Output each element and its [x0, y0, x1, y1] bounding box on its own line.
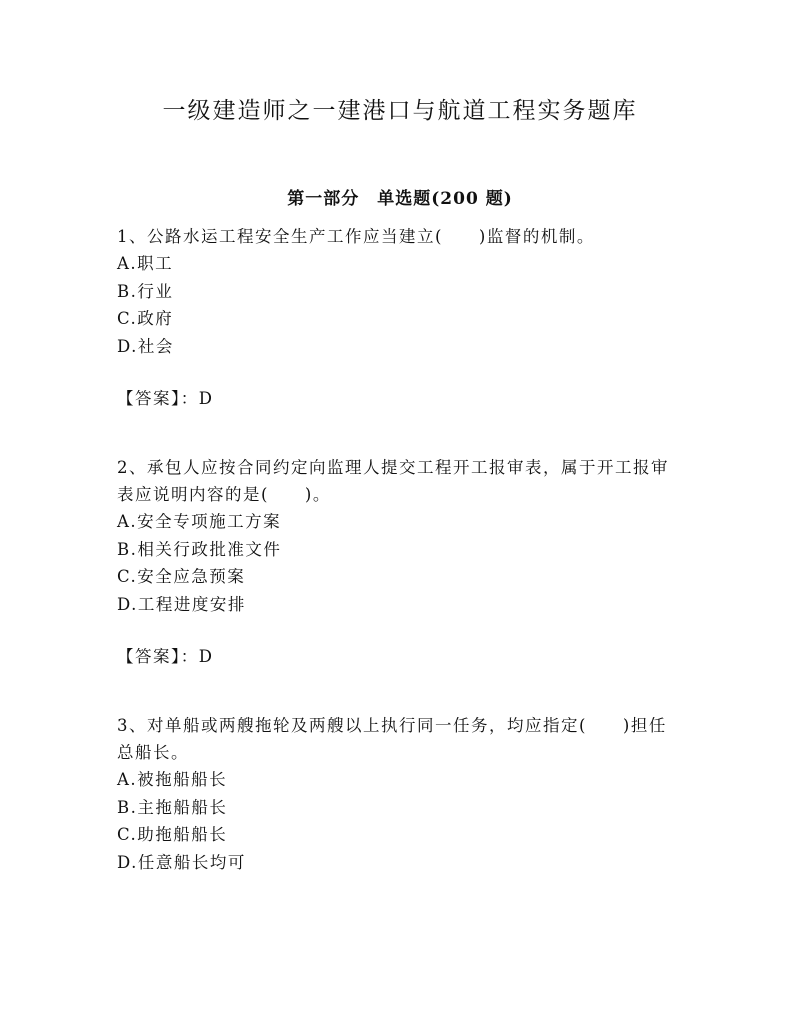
option-b: B.主拖船船长 — [117, 797, 228, 817]
answer-line — [117, 643, 697, 670]
option-b: B.相关行政批准文件 — [117, 539, 282, 559]
option-c: C.助拖船船长 — [117, 825, 228, 844]
question-stem: 1、公路水运工程安全生产工作应当建立( )监督的机制。 — [117, 227, 595, 246]
option-a: A.被拖船船长 — [117, 770, 228, 789]
question-stem-line-1: 3、对单船或两艘拖轮及两艘以上执行同一任务，均应指定( )担任 — [117, 716, 667, 735]
document-title: 一级建造师之一建港口与航道工程实务题库 — [162, 98, 638, 124]
answer-value: D — [198, 389, 214, 408]
answer-value: D — [198, 647, 214, 666]
question-stem-line-2: 表应说明内容的是( )。 — [117, 485, 331, 504]
option-d: D.社会 — [117, 336, 174, 356]
section-heading — [0, 184, 800, 209]
option-d: D.任意船长均可 — [117, 852, 246, 872]
option-d: D.工程进度安排 — [117, 594, 246, 614]
option-c: C.安全应急预案 — [117, 567, 246, 586]
section-name: 单选题(200 题) — [377, 189, 513, 209]
question-stem-line-1: 2、承包人应按合同约定向监理人提交工程开工报审表，属于开工报审 — [117, 458, 669, 477]
option-c: C.政府 — [117, 309, 174, 328]
answer-label: 【答案】： — [117, 389, 199, 408]
option-b: B.行业 — [117, 281, 174, 301]
question-3 — [117, 712, 697, 876]
option-a: A.安全专项施工方案 — [117, 512, 282, 531]
answer-label: 【答案】： — [117, 647, 199, 666]
question-stem-line-2: 总船长。 — [117, 743, 189, 762]
answer-line — [117, 385, 697, 412]
section-part: 第一部分 — [287, 189, 360, 209]
option-a: A.职工 — [117, 254, 174, 273]
question-1 — [117, 223, 697, 412]
question-2 — [117, 454, 697, 670]
